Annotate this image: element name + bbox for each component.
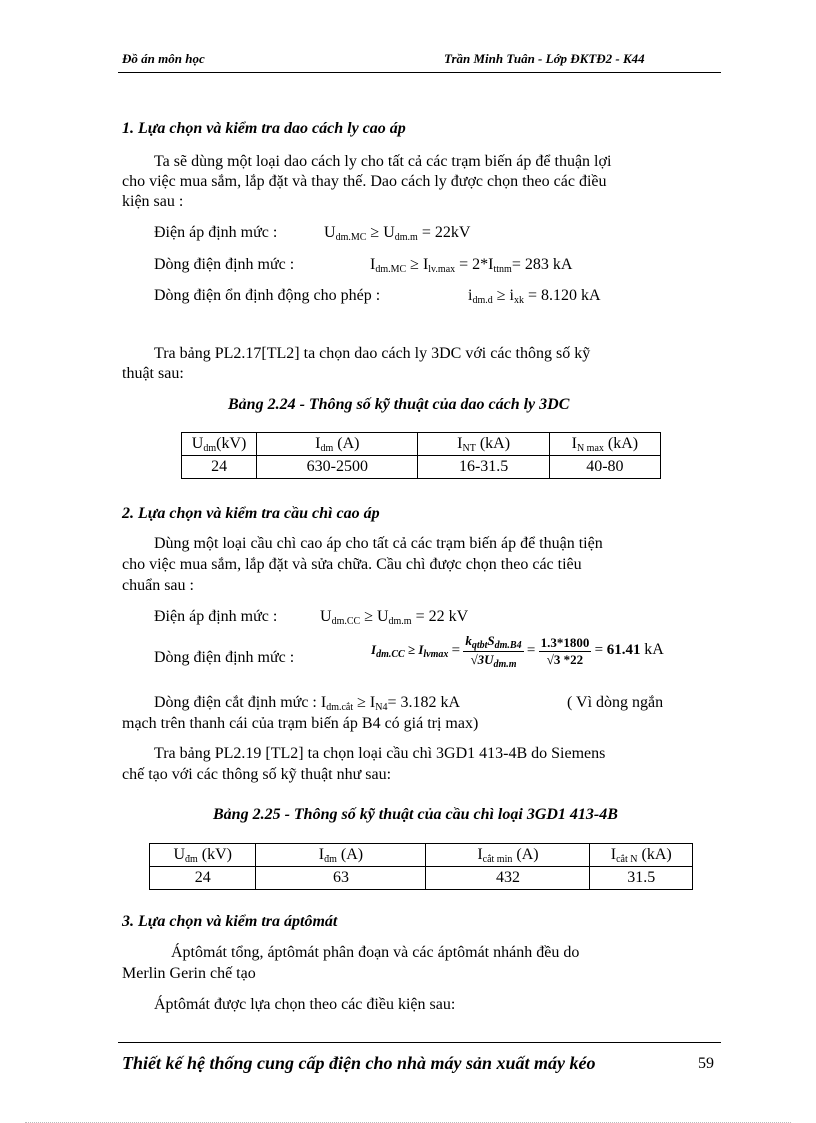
s1-para1-line2: cho việc mua sắm, lắp đặt và thay thế. Dao cách ly được chọn theo các điều [122, 173, 607, 190]
table2 [149, 843, 693, 890]
table-cell: 24 [182, 456, 257, 479]
table-cell: 63 [256, 867, 426, 890]
table-row [182, 433, 661, 456]
header-rule [118, 72, 721, 73]
section3-heading: 3. Lựa chọn và kiểm tra áptômát [122, 913, 338, 930]
table-cell: 24 [150, 867, 256, 890]
section2-heading: 2. Lựa chọn và kiểm tra cầu chì cao áp [122, 505, 380, 522]
table1 [181, 432, 661, 479]
s2-para2-line1: Tra bảng PL2.19 [TL2] ta chọn loại cầu chì 3GD1 413-4B do Siemens [154, 745, 606, 762]
table-cell: 432 [426, 867, 590, 890]
s2-cond2-label: Dòng điện định mức : [154, 649, 295, 666]
s1-para2-line1: Tra bảng PL2.17[TL2] ta chọn dao cách ly 3DC với các thông số kỹ [154, 345, 591, 362]
s2-para2-line2: chế tạo với các thông số kỹ thuật như sau: [122, 766, 392, 783]
s2-cond1-formula: $U_{dm.CC} \ge U_{dm.m} = 22$ kV [320, 608, 469, 627]
s2-cond3-note2: mạch trên thanh cái của trạm biến áp B4 có giá trị max) [122, 715, 479, 732]
table-cell: $I_{N max}$ (kA) [549, 433, 660, 456]
s3-para1-line2: Merlin Gerin chế tạo [122, 965, 256, 982]
table-row [150, 867, 693, 890]
table-cell: 31.5 [590, 867, 693, 890]
section1-heading: 1. Lựa chọn và kiểm tra dao cách ly cao áp [122, 120, 406, 137]
table-cell: 16-31.5 [418, 456, 549, 479]
eq-fraction-1: $\frac{k_{qtbt}S_{dm.B4}}{√3U_{dm.m}}$ [465, 633, 522, 670]
s1-cond3-formula: $i_{dm.d} \ge i_{xk} = 8.120$ kA [468, 287, 601, 306]
eq-lhs: $I_{dm.CC} \ge I_{lvmax}$ [371, 642, 449, 661]
header-right: Trần Minh Tuân - Lớp ĐKTĐ2 - K44 [444, 51, 645, 66]
header-left: Đồ án môn học [122, 51, 205, 66]
table-cell: $I_{cắt N}$ (kA) [590, 844, 693, 867]
table-cell: $I_{NT}$ (kA) [418, 433, 549, 456]
table-row [182, 456, 661, 479]
page-number: 59 [698, 1055, 714, 1072]
eq-unit: kA [644, 641, 664, 659]
s1-para1-line1: Ta sẽ dùng một loại dao cách ly cho tất cả các trạm biến áp để thuận lợi [154, 153, 612, 170]
s2-para1-line1: Dùng một loại cầu chì cao áp cho tất cả các trạm biến áp để thuận tiện [154, 535, 603, 552]
table-cell: $I_{đm}$ (A) [256, 844, 426, 867]
s1-cond2-formula: $I_{dm.MC} \ge I_{lv.max} = 2*I_{ttnm}= 283$ kA [370, 256, 573, 275]
s2-cond1-label: Điện áp định mức : [154, 608, 278, 625]
s3-para1-line1: Áptômát tổng, áptômát phân đoạn và các áptômát nhánh đều do [171, 944, 580, 961]
table-cell: 40-80 [549, 456, 660, 479]
table-cell: $U_{đm}$ (kV) [150, 844, 256, 867]
footer-title: Thiết kế hệ thống cung cấp điện cho nhà máy sản xuất máy kéo [122, 1053, 596, 1073]
s1-cond1-label: Điện áp định mức : [154, 224, 278, 241]
s2-cond2-equation: $I_{dm.CC} \ge I_{lvmax}$ = $\frac{k_{qtbt}S_{dm.B4}}{√3U_{dm.m}}$ = $\frac{1.3*1800}{√3 *22}$ = 61.41 kA [371, 633, 664, 670]
s1-cond1-formula: $U_{dm.MC} \ge U_{dm.m} = 22kV$ [324, 224, 471, 243]
s3-para2: Áptômát được lựa chọn theo các điều kiện sau: [154, 996, 456, 1013]
eq-fraction-2: $\frac{1.3*1800}{√3 *22}$ [540, 635, 590, 667]
table2-caption: Bảng 2.25 - Thông số kỹ thuật của cầu chì loại 3GD1 413-4B [213, 806, 618, 823]
s2-para1-line3: chuẩn sau : [122, 577, 194, 594]
table1-caption: Bảng 2.24 - Thông số kỹ thuật của dao cách ly 3DC [228, 396, 570, 413]
s1-para1-line3: kiện sau : [122, 193, 184, 210]
table-cell: $I_{dm}$ (A) [257, 433, 418, 456]
footer-rule [118, 1042, 721, 1043]
s2-cond3: Dòng điện cắt định mức : $I_{dm.cắt} \ge I_{N4}= 3.182$ kA [154, 694, 461, 713]
table-row [150, 844, 693, 867]
table-cell: 630-2500 [257, 456, 418, 479]
s1-cond2-label: Dòng điện định mức : [154, 256, 295, 273]
table-cell: $I_{cắt min}$ (A) [426, 844, 590, 867]
s1-para2-line2: thuật sau: [122, 365, 184, 382]
table-cell: $U_{dm}(kV)$ [182, 433, 257, 456]
s2-cond3-note1: ( Vì dòng ngắn [567, 694, 664, 711]
s2-para1-line2: cho việc mua sắm, lắp đặt và sửa chữa. Cầu chì được chọn theo các tiêu [122, 556, 582, 573]
s1-cond3-label: Dòng điện ổn định động cho phép : [154, 287, 381, 304]
eq-result: 61.41 [606, 642, 641, 659]
